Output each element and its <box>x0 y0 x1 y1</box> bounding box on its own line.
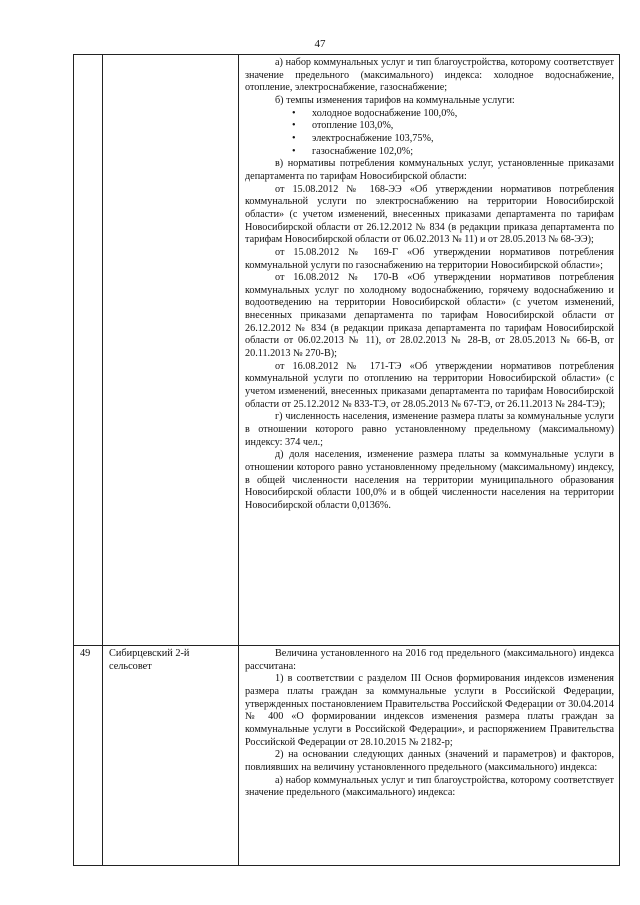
paragraph-d: г) численность населения, изменение размера платы за коммунальные услуги в отношении которого равно установленному предельному (максимальному) индексу: 374 чел.; <box>245 411 614 448</box>
bullet-icon: • <box>292 107 296 119</box>
bullet-icon: • <box>292 145 296 157</box>
paragraph-order-169: от 15.08.2012 № 169-Г «Об утверждении нормативов потребления коммунальной услуги по газоснабжению на территории Новосибирской области»; <box>245 246 614 271</box>
paragraph-order-168: от 15.08.2012 № 168-ЭЭ «Об утверждении нормативов потребления коммунальной услуги по электроснабжению на территории Новосибирской области» (с учетом изменений, внесенных приказами департамента по тарифам Новосибирской области от 26.12.2012 № 834 (в редакции приказа департамента по тарифам Новосибирской области от 06.02.2013 № 11) и от 28.05.2013 № 68-ЭЭ); <box>245 183 614 246</box>
municipality-name-cell: Сибирцевский 2-й сельсовет <box>103 646 239 866</box>
list-item: • холодное водоснабжение 100,0%, <box>292 107 458 119</box>
bullet-icon: • <box>292 132 296 144</box>
bullet-icon: • <box>292 120 296 132</box>
municipality-name-cell <box>103 55 239 646</box>
paragraph-order-170: от 16.08.2012 № 170-В «Об утверждении нормативов потребления коммунальных услуг по холодному водоснабжению, горячему водоснабжению и водоотведению на территории Новосибирской области» (с учетом изменений, внесенных приказами департамента по тарифам Новосибирской области от 26.12.2012 № 834 (в редакции приказа департамента по тарифам Новосибирской области от 06.02.2013 № 11), от 28.02.2013 № 28-В, от 28.05.2013 № 66-В, от 20.11.2013 № 270-В); <box>245 272 614 360</box>
paragraph-2: 2) на основании следующих данных (значений и параметров) и факторов, повлиявших на величину установленного предельного (максимального) индекса: <box>245 749 614 773</box>
tariff-list <box>245 108 614 159</box>
list-item: • отопление 103,0%, <box>292 120 394 132</box>
paragraph-a: а) набор коммунальных услуг и тип благоустройства, которому соответствует значение предельного (максимального) индекса: <box>245 774 614 799</box>
page-number: 47 <box>314 38 326 50</box>
paragraph-a: а) набор коммунальных услуг и тип благоустройства, которому соответствует значение предельного (максимального) индекса: холодное водоснабжение, отопление, электроснабжение, газоснабжение; <box>245 57 614 94</box>
paragraph-c: в) нормативы потребления коммунальных услуг, установленные приказами департамента по тарифам Новосибирской области: <box>245 158 614 182</box>
indices-table <box>73 54 620 866</box>
list-item: • электроснабжение 103,75%, <box>292 132 434 144</box>
row-number-cell <box>74 55 103 646</box>
table-row <box>74 646 620 866</box>
paragraph-intro: Величина установленного на 2016 год предельного (максимального) индекса рассчитана: <box>245 648 614 672</box>
paragraph-e: д) доля населения, изменение размера платы за коммунальные услуги в отношении которого равно установленному предельному (максимальному) индексу, в общей численности населения на территории муниципального образования Новосибирской области 100,0% и в общей численности населения на территории Новосибирской области 0,0136%. <box>245 449 614 511</box>
table-row <box>74 55 620 646</box>
list-item: • газоснабжение 102,0%; <box>292 145 414 157</box>
paragraph-b: б) темпы изменения тарифов на коммунальные услуги: <box>275 94 515 106</box>
description-cell <box>239 646 620 866</box>
description-cell <box>239 55 620 646</box>
row-number-cell: 49 <box>74 646 103 866</box>
paragraph-order-171: от 16.08.2012 № 171-ТЭ «Об утверждении нормативов потребления коммунальной услуги по отоплению на территории Новосибирской области» (с учетом изменений, внесенных приказами департамента по тарифам Новосибирской области от 25.12.2012 № 833-ТЭ, от 28.05.2013 № 67-ТЭ, от 26.11.2013 № 284-ТЭ); <box>245 360 614 410</box>
paragraph-1: 1) в соответствии с разделом III Основ формирования индексов изменения размера платы граждан за коммунальные услуги в Российской Федерации, утвержденных постановлением Правительства Российской Федерации от 30.04.2014 № 400 «О формировании индексов изменения размера платы граждан за коммунальные услуги в Российской Федерации», и распоряжением Правительства Российской Федерации от 28.10.2015 № 2182-р; <box>245 673 614 748</box>
